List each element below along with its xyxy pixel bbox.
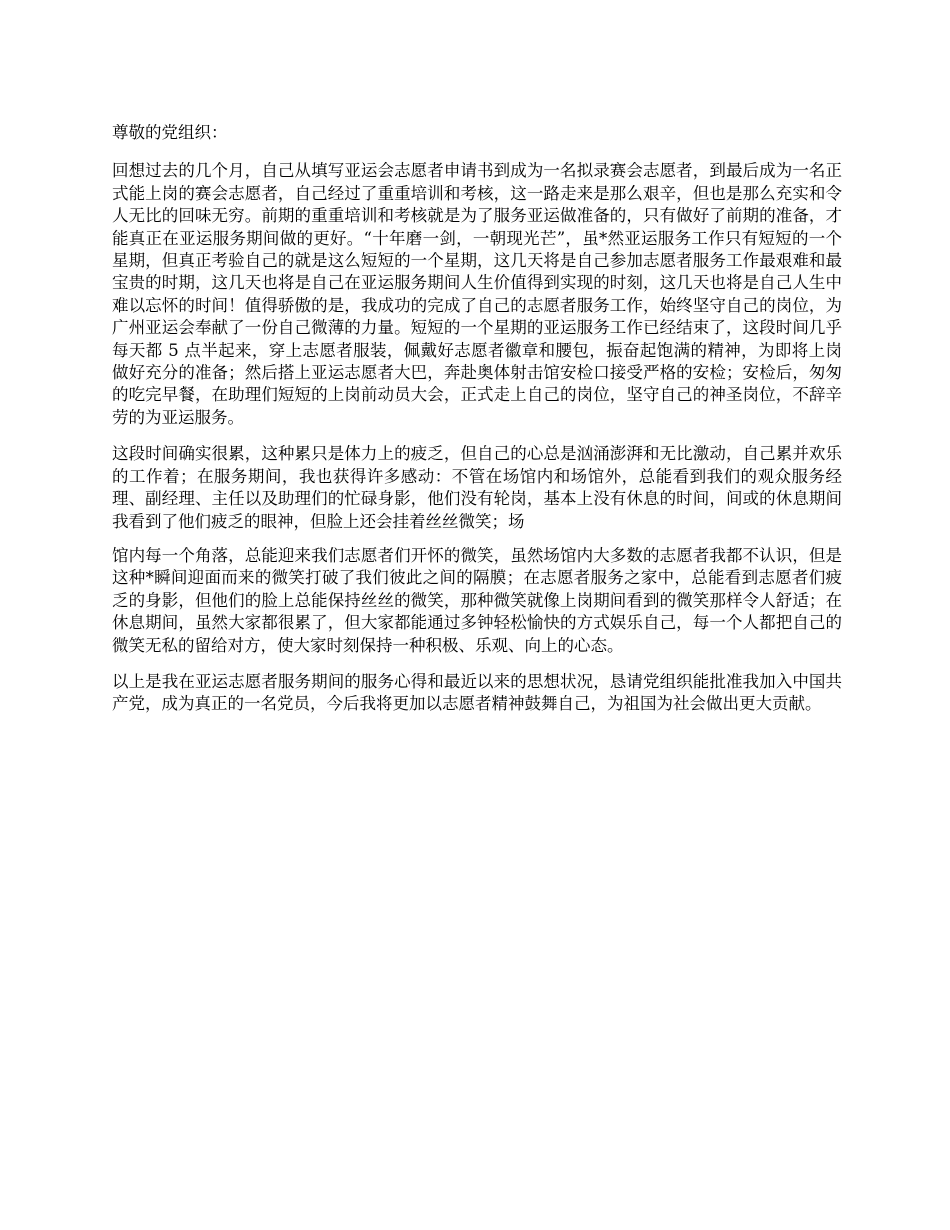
paragraph-3: 馆内每一个角落，总能迎来我们志愿者们开怀的微笑，虽然场馆内大多数的志愿者我都不认识，但是这种*瞬间迎面而来的微笑打破了我们彼此之间的隔膜；在志愿者服务之家中，总能看到志愿者们疲乏的身影，但他们的脸上总能保持丝丝的微笑，那种微笑就像上岗期间看到的微笑那样令人舒适；在休息期间，虽然大家都很累了，但大家都能通过多钟轻松愉快的方式娱乐自己，每一个人都把自己的微笑无私的留给对方，使大家时刻保持一种积极、乐观、向上的心态。 [112,545,842,655]
paragraph-2: 这段时间确实很累，这种累只是体力上的疲乏，但自己的心总是汹涌澎湃和无比激动，自己累并欢乐的工作着；在服务期间，我也获得许多感动：不管在场馆内和场馆外，总能看到我们的观众服务经理、副经理、主任以及助理们的忙碌身影，他们没有轮岗，基本上没有休息的时间，间或的休息期间我看到了他们疲乏的眼神，但脸上还会挂着丝丝微笑；场 [112,444,842,531]
document-body [112,122,842,730]
paragraph-1: 回想过去的几个月，自己从填写亚运会志愿者申请书到成为一名拟录赛会志愿者，到最后成为一名正式能上岗的赛会志愿者，自己经过了重重培训和考核，这一路走来是那么艰辛，但也是那么充实和令人无比的回味无穷。前期的重重培训和考核就是为了服务亚运做准备的，只有做好了前期的准备，才能真正在亚运服务期间做的更好。“十年磨一剑，一朝现光芒”，虽*然亚运服务工作只有短短的一个星期，但真正考验自己的就是这么短短的一个星期，这几天将是自己参加志愿者服务工作最艰难和最宝贵的时期，这几天也将是自己在亚运服务期间人生价值得到实现的时刻，这几天也将是自己人生中难以忘怀的时间！值得骄傲的是，我成功的完成了自己的志愿者服务工作，始终坚守自己的岗位，为广州亚运会奉献了一份自己微薄的力量。短短的一个星期的亚运服务工作已经结束了，这段时间几乎每天都 5 点半起来，穿上志愿者服装，佩戴好志愿者徽章和腰包，振奋起饱满的精神，为即将上岗做好充分的准备；然后搭上亚运志愿者大巴，奔赴奥体射击馆安检口接受严格的安检；安检后，匆匆的吃完早餐，在助理们短短的上岗前动员大会，正式走上自己的岗位，坚守自己的神圣岗位，不辞辛劳的为亚运服务。 [112,161,842,427]
salutation: 尊敬的党组织： [112,123,228,142]
paragraph-4: 以上是我在亚运志愿者服务期间的服务心得和最近以来的思想状况，恳请党组织能批准我加入中国共产党，成为真正的一名党员，今后我将更加以志愿者精神鼓舞自己，为祖国为社会做出更大贡献。 [112,671,842,714]
